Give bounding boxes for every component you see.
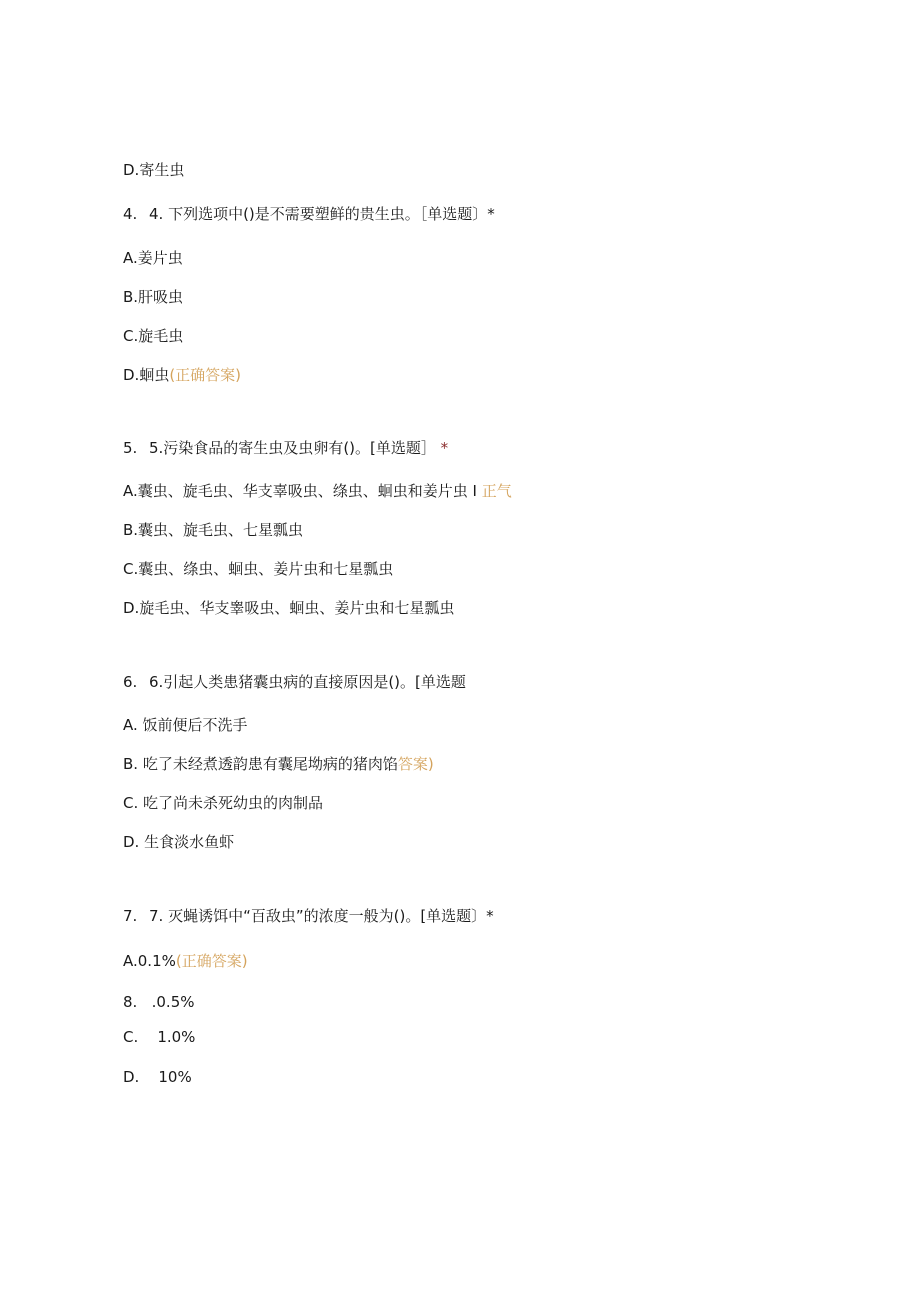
question-6-option-c[interactable] (123, 793, 323, 813)
question-7-option-c[interactable] (123, 1027, 195, 1047)
question-7-option-b[interactable] (123, 992, 195, 1012)
option-text: B.肝吸虫 (123, 288, 184, 306)
option-text: 8. .0.5% (123, 993, 195, 1011)
question-5-option-b[interactable] (123, 520, 303, 540)
option-text: A.姜片虫 (123, 249, 183, 267)
option-text: A. 饭前便后不洗手 (123, 716, 248, 734)
question-5-option-d[interactable] (123, 598, 454, 618)
question-4-option-b[interactable] (123, 287, 183, 307)
question-5-option-a[interactable] (123, 481, 512, 501)
question-number: 7. (123, 907, 138, 925)
question-7-option-a[interactable] (123, 951, 248, 971)
question-5-option-c[interactable] (123, 559, 393, 579)
correct-answer-note: 答案) (397, 755, 434, 773)
question-stem: 7. 灭蝇诱饵中“百敌虫”的浓度一般为()。[单选题〕* (149, 907, 494, 925)
question-6-stem (123, 672, 466, 692)
correct-answer-note: (正确答案) (175, 952, 248, 970)
question-number: 6. (123, 673, 138, 691)
question-6-option-b[interactable] (123, 754, 434, 774)
option-text: C.旋毛虫 (123, 327, 184, 345)
question-4-stem (123, 204, 495, 224)
option-text: C. 吃了尚未杀死幼虫的肉制品 (123, 794, 324, 812)
option-text: D. 生食淡水鱼虾 (123, 833, 235, 851)
question-7-option-d[interactable] (123, 1067, 192, 1087)
option-text: D. 10% (123, 1068, 192, 1086)
required-mark: * (440, 439, 449, 457)
option-d-prev[interactable] (123, 160, 184, 180)
option-text: C.囊虫、绦虫、蛔虫、姜片虫和七星瓢虫 (123, 560, 394, 578)
correct-answer-note: (正确答案) (169, 366, 242, 384)
option-text: D.旋毛虫、华支睾吸虫、蛔虫、姜片虫和七星瓢虫 (123, 599, 455, 617)
option-text: A.0.1% (123, 952, 176, 970)
question-6-option-a[interactable] (123, 715, 248, 735)
option-text: D.寄生虫 (123, 161, 185, 179)
question-4-option-d[interactable] (123, 365, 241, 385)
option-text: A.囊虫、旋毛虫、华支辜吸虫、绦虫、蛔虫和姜片虫 I (123, 482, 482, 500)
question-4-option-c[interactable] (123, 326, 183, 346)
correct-answer-note: 正气 (481, 482, 512, 500)
option-text: B.囊虫、旋毛虫、七星瓢虫 (123, 521, 304, 539)
question-stem: 6.引起人类患猪囊虫病的直接原因是()。[单选题 (149, 673, 466, 691)
question-6-option-d[interactable] (123, 832, 234, 852)
question-7-stem (123, 906, 494, 926)
option-text: D.蛔虫 (123, 366, 170, 384)
option-text: C. 1.0% (123, 1028, 196, 1046)
question-5-stem (123, 438, 448, 458)
question-number: 4. (123, 205, 138, 223)
question-number: 5. (123, 439, 138, 457)
question-stem: 5.污染食品的寄生虫及虫卵有()。[单选题］ (149, 439, 436, 457)
question-stem: 4. 下列选项中()是不需要塑鲜的贵生虫。［单选题〕* (149, 205, 495, 223)
option-text: B. 吃了未经煮透韵患有囊尾坳病的猪肉馅 (123, 755, 398, 773)
question-4-option-a[interactable] (123, 248, 183, 268)
